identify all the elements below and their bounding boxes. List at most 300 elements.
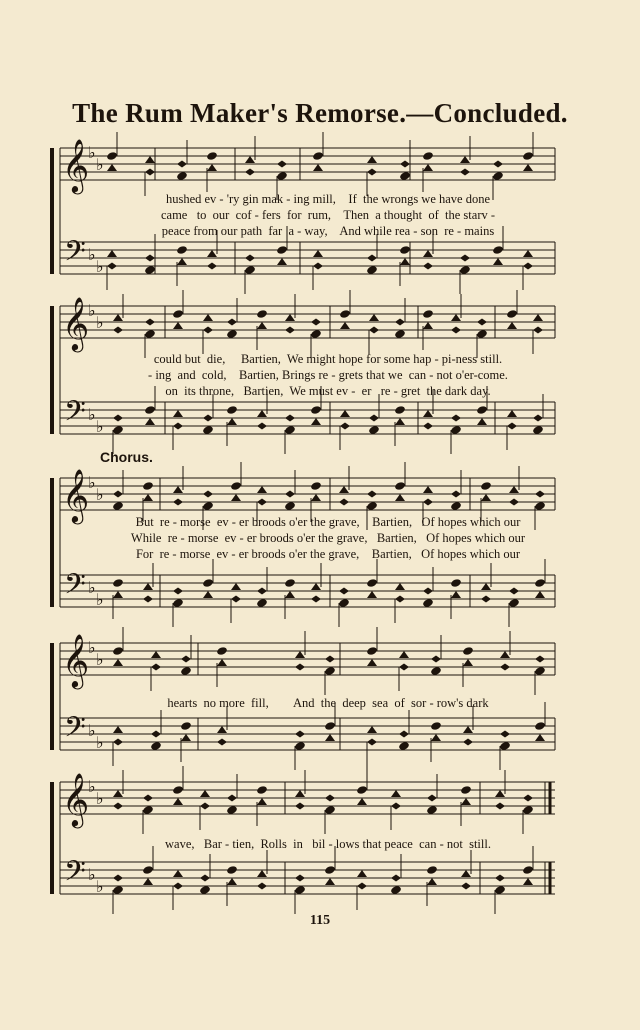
note-head: [257, 870, 267, 877]
note-head: [394, 405, 406, 415]
note-head: [144, 265, 156, 275]
note-head: [339, 486, 349, 493]
note-head: [325, 734, 335, 741]
note-head: [285, 314, 295, 321]
page-number: 115: [309, 913, 331, 928]
note-head: [113, 726, 123, 733]
note-head: [226, 865, 238, 875]
flat-sign-icon: ♭: [88, 777, 96, 796]
note-head: [172, 598, 184, 608]
note-head: [227, 795, 237, 802]
note-head: [325, 795, 335, 802]
note-head: [295, 803, 305, 810]
note-head: [423, 250, 433, 257]
note-head: [199, 885, 211, 895]
note-head: [423, 322, 433, 329]
note-head: [400, 258, 410, 265]
note-head: [107, 164, 117, 171]
note-head: [367, 156, 377, 163]
note-head: [176, 245, 188, 255]
note-head: [523, 250, 533, 257]
note-head: [284, 578, 296, 588]
note-head: [495, 803, 505, 810]
note-head: [422, 151, 434, 161]
note-head: [180, 666, 192, 676]
flat-sign-icon: ♭: [96, 877, 104, 896]
note-head: [295, 664, 305, 671]
note-head: [431, 656, 441, 663]
note-head: [312, 151, 324, 161]
note-head: [207, 263, 217, 270]
note-head: [423, 588, 433, 595]
note-head: [180, 721, 192, 731]
note-head: [112, 646, 124, 656]
note-head: [311, 596, 321, 603]
lyric-line: - ing and cold, Bartien, Brings re - grets that we can - not o'er-come.: [148, 368, 508, 382]
note-head: [532, 425, 544, 435]
note-head: [310, 329, 322, 339]
note-head: [366, 578, 378, 588]
note-head: [499, 741, 511, 751]
note-head: [151, 651, 161, 658]
note-head: [450, 501, 462, 511]
flat-sign-icon: ♭: [88, 638, 96, 657]
flat-sign-icon: ♭: [96, 590, 104, 609]
note-head: [173, 870, 183, 877]
note-head: [460, 785, 472, 795]
note-head: [227, 319, 237, 326]
note-head: [217, 659, 227, 666]
note-head: [494, 885, 506, 895]
note-head: [203, 314, 213, 321]
note-head: [495, 875, 505, 882]
note-head: [324, 805, 336, 815]
note-head: [227, 418, 237, 425]
note-head: [394, 329, 406, 339]
note-head: [313, 250, 323, 257]
note-head: [523, 878, 533, 885]
note-head: [112, 501, 124, 511]
note-head: [112, 578, 124, 588]
note-head: [340, 423, 350, 430]
note-head: [522, 151, 534, 161]
note-head: [431, 734, 441, 741]
note-head: [143, 795, 153, 802]
note-head: [226, 405, 238, 415]
note-head: [107, 250, 117, 257]
note-head: [202, 501, 214, 511]
note-head: [507, 423, 517, 430]
note-head: [203, 591, 213, 598]
note-head: [151, 731, 161, 738]
note-head: [461, 870, 471, 877]
note-head: [277, 161, 287, 168]
note-head: [394, 481, 406, 491]
note-head: [173, 499, 183, 506]
note-head: [450, 578, 462, 588]
note-head: [367, 739, 377, 746]
note-head: [509, 588, 519, 595]
bass-clef-icon: 𝄢: [64, 395, 86, 435]
flat-sign-icon: ♭: [96, 789, 104, 808]
note-head: [145, 156, 155, 163]
note-head: [276, 245, 288, 255]
note-head: [217, 739, 227, 746]
note-head: [395, 319, 405, 326]
treble-clef-icon: 𝄞: [62, 296, 90, 350]
note-head: [423, 410, 433, 417]
note-head: [143, 583, 153, 590]
note-head: [460, 169, 470, 176]
note-head: [367, 659, 377, 666]
note-head: [369, 314, 379, 321]
note-head: [399, 664, 409, 671]
note-head: [423, 423, 433, 430]
note-head: [311, 418, 321, 425]
note-head: [226, 805, 238, 815]
bass-clef-icon: 𝄢: [64, 855, 86, 895]
note-head: [172, 309, 184, 319]
note-head: [423, 263, 433, 270]
note-head: [391, 875, 401, 882]
bass-clef-icon: 𝄢: [64, 235, 86, 275]
note-head: [150, 741, 162, 751]
note-head: [338, 598, 350, 608]
note-head: [430, 721, 442, 731]
note-head: [202, 425, 214, 435]
note-head: [173, 798, 183, 805]
note-head: [523, 164, 533, 171]
note-head: [423, 499, 433, 506]
note-head: [143, 494, 153, 501]
note-head: [430, 666, 442, 676]
treble-clef-icon: 𝄞: [62, 468, 90, 522]
note-head: [395, 494, 405, 501]
note-head: [339, 309, 351, 319]
flat-sign-icon: ♭: [88, 143, 96, 162]
note-head: [391, 803, 401, 810]
note-head: [295, 731, 305, 738]
note-head: [426, 865, 438, 875]
flat-sign-icon: ♭: [88, 245, 96, 264]
bass-clef-icon: 𝄢: [64, 711, 86, 751]
note-head: [106, 151, 118, 161]
note-head: [461, 883, 471, 890]
note-head: [534, 501, 546, 511]
note-head: [506, 309, 518, 319]
lyric-line: wave, Bar - tien, Rolls in bil - lows that peace can - not still.: [165, 837, 491, 851]
note-head: [256, 785, 268, 795]
lyric-line: on its throne, Bartien, We must ev - er re - gret the dark day.: [165, 384, 491, 398]
note-head: [492, 245, 504, 255]
flat-sign-icon: ♭: [96, 155, 104, 174]
note-head: [206, 151, 218, 161]
note-head: [295, 790, 305, 797]
note-head: [463, 659, 473, 666]
note-head: [523, 795, 533, 802]
note-head: [276, 171, 288, 181]
note-head: [113, 659, 123, 666]
flat-sign-icon: ♭: [88, 578, 96, 597]
note-head: [481, 583, 491, 590]
note-head: [461, 798, 471, 805]
note-head: [107, 263, 117, 270]
note-head: [422, 309, 434, 319]
note-head: [172, 785, 184, 795]
note-head: [367, 255, 377, 262]
note-head: [426, 805, 438, 815]
note-head: [257, 588, 267, 595]
note-head: [142, 865, 154, 875]
note-head: [144, 405, 156, 415]
page-title: The Rum Maker's Remorse.—Concluded.: [72, 98, 568, 128]
note-head: [427, 795, 437, 802]
note-head: [181, 734, 191, 741]
note-head: [113, 327, 123, 334]
lyric-line: But re - morse ev - er broods o'er the grave, Bartien, Of hopes which our: [135, 515, 521, 529]
note-head: [427, 878, 437, 885]
note-head: [481, 494, 491, 501]
treble-clef-icon: 𝄞: [62, 138, 90, 192]
note-head: [173, 423, 183, 430]
note-head: [145, 319, 155, 326]
note-head: [143, 596, 153, 603]
note-head: [207, 164, 217, 171]
note-head: [534, 666, 546, 676]
note-head: [231, 596, 241, 603]
note-head: [112, 885, 124, 895]
lyric-line: came to our cof - fers for rum, Then a thought of the starv -: [160, 208, 496, 222]
note-head: [324, 865, 336, 875]
note-head: [245, 255, 255, 262]
note-head: [356, 785, 368, 795]
note-head: [423, 164, 433, 171]
note-head: [460, 156, 470, 163]
note-head: [369, 327, 379, 334]
note-head: [399, 731, 409, 738]
flat-sign-icon: ♭: [88, 865, 96, 884]
note-head: [145, 169, 155, 176]
note-head: [311, 319, 321, 326]
note-head: [142, 805, 154, 815]
note-head: [509, 486, 519, 493]
treble-clef-icon: 𝄞: [62, 633, 90, 687]
note-head: [245, 169, 255, 176]
bass-clef-icon: 𝄢: [64, 568, 86, 608]
note-head: [507, 410, 517, 417]
note-head: [357, 798, 367, 805]
lyric-line: hearts no more fill, And the deep sea of sor - row's dark: [167, 696, 489, 710]
note-head: [535, 491, 545, 498]
note-head: [476, 329, 488, 339]
note-head: [203, 491, 213, 498]
note-head: [477, 418, 487, 425]
note-head: [284, 501, 296, 511]
note-head: [522, 865, 534, 875]
note-head: [113, 591, 123, 598]
note-head: [173, 883, 183, 890]
note-head: [500, 651, 510, 658]
note-head: [423, 486, 433, 493]
note-head: [202, 578, 214, 588]
lyric-line: could but die, Bartien, We might hope for some hap - pi-ness still.: [153, 352, 503, 366]
note-head: [176, 171, 188, 181]
note-head: [450, 425, 462, 435]
note-head: [257, 883, 267, 890]
note-head: [285, 491, 295, 498]
note-head: [311, 494, 321, 501]
lyric-line: For re - morse ev - er broods o'er the grave, Bartien, Of hopes which our: [135, 547, 521, 561]
note-head: [451, 491, 461, 498]
note-head: [173, 322, 183, 329]
note-head: [391, 790, 401, 797]
note-head: [395, 596, 405, 603]
note-head: [285, 327, 295, 334]
note-head: [231, 583, 241, 590]
note-head: [366, 501, 378, 511]
lyric-line: hushed ev - 'ry gin mak - ing mill, If the wrongs we have done: [165, 192, 491, 206]
flat-sign-icon: ♭: [88, 405, 96, 424]
note-head: [244, 265, 256, 275]
note-head: [500, 664, 510, 671]
note-head: [226, 329, 238, 339]
note-head: [113, 415, 123, 422]
note-head: [113, 803, 123, 810]
note-head: [144, 329, 156, 339]
note-head: [451, 314, 461, 321]
note-head: [203, 415, 213, 422]
note-head: [257, 410, 267, 417]
note-head: [256, 309, 268, 319]
note-head: [173, 486, 183, 493]
note-head: [395, 418, 405, 425]
note-head: [295, 651, 305, 658]
note-head: [534, 578, 546, 588]
note-head: [451, 327, 461, 334]
note-head: [369, 415, 379, 422]
note-head: [500, 731, 510, 738]
note-head: [357, 870, 367, 877]
flat-sign-icon: ♭: [88, 301, 96, 320]
note-head: [216, 646, 228, 656]
note-head: [340, 410, 350, 417]
note-head: [400, 161, 410, 168]
note-head: [367, 169, 377, 176]
note-head: [325, 878, 335, 885]
flat-sign-icon: ♭: [96, 650, 104, 669]
note-head: [451, 415, 461, 422]
note-head: [522, 805, 534, 815]
note-head: [533, 314, 543, 321]
note-head: [535, 591, 545, 598]
note-head: [459, 265, 471, 275]
note-head: [399, 651, 409, 658]
note-head: [112, 425, 124, 435]
note-head: [311, 583, 321, 590]
note-head: [227, 878, 237, 885]
note-head: [113, 875, 123, 882]
flat-sign-icon: ♭: [96, 313, 104, 332]
note-head: [310, 481, 322, 491]
flat-sign-icon: ♭: [88, 721, 96, 740]
note-head: [277, 258, 287, 265]
note-head: [339, 588, 349, 595]
note-head: [295, 875, 305, 882]
note-head: [257, 798, 267, 805]
note-head: [256, 598, 268, 608]
note-head: [113, 491, 123, 498]
note-head: [113, 790, 123, 797]
note-head: [177, 161, 187, 168]
note-head: [177, 258, 187, 265]
note-head: [257, 423, 267, 430]
note-head: [200, 875, 210, 882]
note-head: [142, 481, 154, 491]
note-head: [294, 741, 306, 751]
lyric-line: While re - morse ev - er broods o'er the grave, Bartien, Of hopes which our: [130, 531, 526, 545]
note-head: [495, 790, 505, 797]
note-head: [476, 405, 488, 415]
note-head: [257, 322, 267, 329]
note-head: [285, 591, 295, 598]
note-head: [481, 596, 491, 603]
note-head: [367, 591, 377, 598]
note-head: [535, 734, 545, 741]
note-head: [368, 425, 380, 435]
note-head: [390, 885, 402, 895]
note-head: [366, 646, 378, 656]
note-head: [310, 405, 322, 415]
note-head: [460, 255, 470, 262]
note-head: [399, 171, 411, 181]
note-head: [477, 319, 487, 326]
note-head: [533, 327, 543, 334]
note-head: [339, 499, 349, 506]
note-head: [367, 726, 377, 733]
note-head: [534, 721, 546, 731]
note-head: [181, 656, 191, 663]
note-head: [257, 486, 267, 493]
treble-clef-icon: 𝄞: [62, 772, 90, 826]
note-head: [143, 878, 153, 885]
note-head: [245, 156, 255, 163]
note-head: [284, 425, 296, 435]
note-head: [462, 646, 474, 656]
note-head: [217, 726, 227, 733]
note-head: [535, 656, 545, 663]
note-head: [533, 415, 543, 422]
note-head: [231, 494, 241, 501]
note-head: [173, 588, 183, 595]
flat-sign-icon: ♭: [96, 257, 104, 276]
lyric-line: peace from our path far a - way, And while rea - son re - mains: [161, 224, 495, 238]
note-head: [324, 666, 336, 676]
note-head: [257, 499, 267, 506]
note-head: [493, 161, 503, 168]
note-head: [399, 245, 411, 255]
note-head: [463, 739, 473, 746]
note-head: [324, 721, 336, 731]
note-head: [145, 418, 155, 425]
note-head: [325, 656, 335, 663]
note-head: [357, 883, 367, 890]
note-head: [207, 250, 217, 257]
note-head: [509, 499, 519, 506]
note-head: [508, 598, 520, 608]
flat-sign-icon: ♭: [96, 733, 104, 752]
note-head: [285, 415, 295, 422]
flat-sign-icon: ♭: [88, 473, 96, 492]
